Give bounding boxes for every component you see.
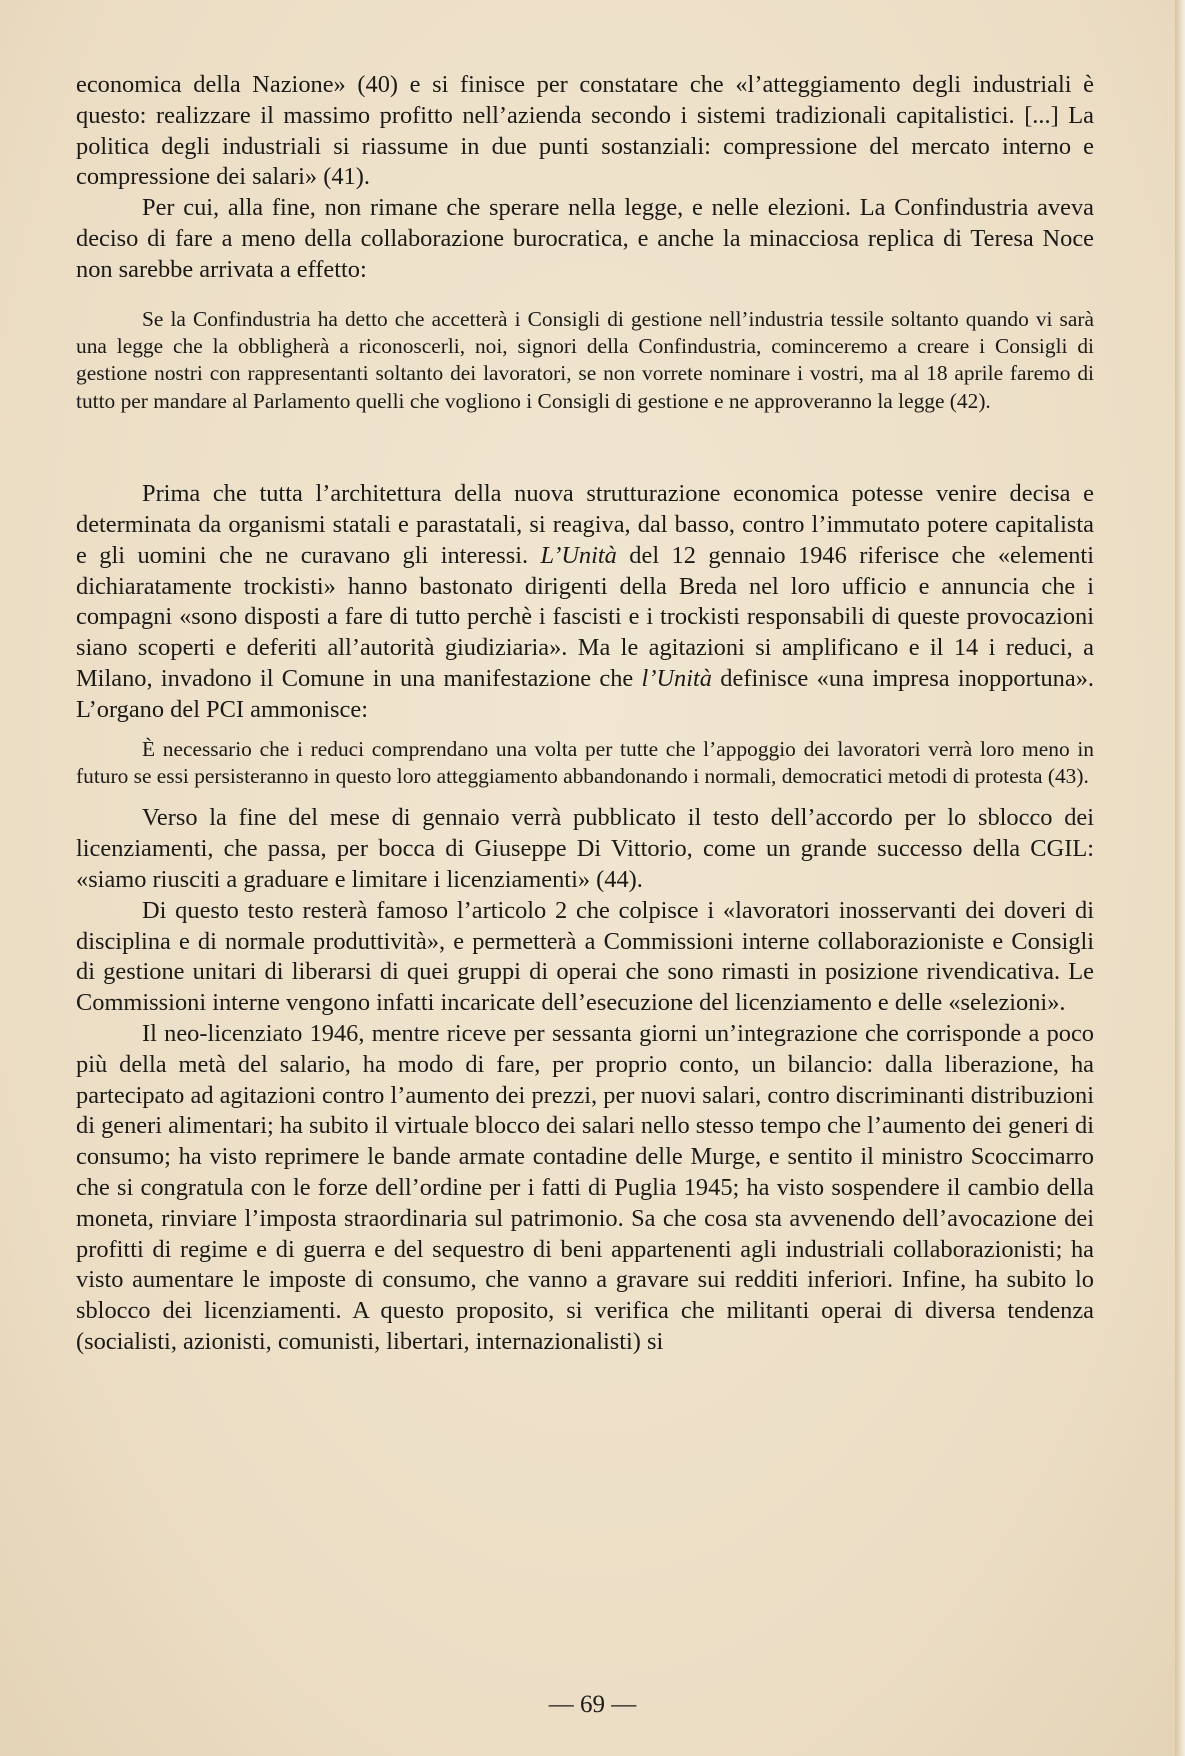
page-spine-shadow [1175,0,1185,1756]
text-run: È necessario che i reduci comprendano una volta per tutte che l’appoggio dei lavoratori verrà loro meno in futuro se essi persisteranno in questo loro atteggiamento abbandonando i normali, democratici metodi di protesta (43). [76,736,1094,788]
page-content [76,70,1094,1358]
paragraph [76,1019,1094,1358]
block-quote [76,306,1094,416]
page-number: — 69 — [548,1691,637,1718]
text-run: Verso la fine del mese di gennaio verrà pubblicato il testo dell’accordo per lo sblocco dei licenziamenti, che passa, per bocca di Giuseppe Di Vittorio, come un grande successo della CGIL: «siamo riusciti a graduare e limitare i licenziamenti» (44). [76,804,1094,893]
block-quote [76,736,1094,791]
text-run: Per cui, alla fine, non rimane che sperare nella legge, e nelle elezioni. La Confindustria aveva deciso di fare a meno della collaborazione burocratica, e anche la minacciosa replica di Teresa Noce non sarebbe arrivata a effetto: [76,194,1094,283]
paragraph [76,896,1094,1019]
italic-text: L’Unità [540,541,617,569]
paragraph [76,70,1094,193]
text-run: Il neo-licenziato 1946, mentre riceve per sessanta giorni un’integrazione che corrisponde a poco più della metà del salario, ha modo di fare, per proprio conto, un bilancio: dalla liberazione, ha partecipato ad agitazioni contro l’aumento dei prezzi, per nuovi salari, contro discriminanti distribuzioni di generi alimentari; ha subito il virtuale blocco dei salari nello stesso tempo che l’aumento dei generi di consumo; ha visto reprimere le bande armate contadine delle Murge, e sentito il ministro Scoccimarro che si congratula con le forze dell’ordine per i fatti di Puglia 1945; ha visto sospendere il cambio della moneta, rinviare l’imposta straordinaria sul patrimonio. Sa che cosa sta avvenendo dell’avocazione dei profitti di regime e di guerra e del sequestro di beni appartenenti agli industriali collaborazionisti; ha visto aumentare le imposte di consumo, che vanno a gravare sui redditi inferiori. Infine, ha subito lo sblocco dei licenziamenti. A questo proposito, si verifica che militanti operai di diversa tendenza (socialisti, azionisti, comunisti, libertari, internazionalisti) si [76,1019,1094,1355]
paragraph [76,479,1094,725]
italic-text: l’Unità [641,664,713,692]
text-run: economica della Nazione» (40) e si finisce per constatare che «l’atteggiamento degli industriali è questo: realizzare il massimo profitto nell’azienda secondo i sistemi tradizionali capitalistici. [...] La politica degli industriali si riassume in due punti sostanziali: compressione del mercato interno e compressione dei salari» (41). [76,71,1094,191]
paragraph [76,803,1094,895]
text-run: del 12 gennaio 1946 riferisce che «elementi dichiaratamente trockisti» hanno bastonato dirigenti della Breda nel loro ufficio e annuncia che i compagni «sono disposti a fare di tutto perchè i fascisti e i trockisti responsabili di queste provocazioni siano scoperti e deferiti all’autorità giudiziaria». Ma le agitazioni si amplificano e il 14 i reduci, a Milano, invadono il Comune in una manifestazione che [76,541,1094,692]
text-run: definisce «una impresa inopportuna». L’organo del PCI ammonisce: [76,664,1094,723]
text-run: Di questo testo resterà famoso l’articolo 2 che colpisce i «lavoratori inosservanti dei doveri di disciplina e di normale produttività», e permetterà a Commissioni interne collaborazioniste e Consigli di gestione unitari di liberarsi di quei gruppi di operai che sono rimasti in posizione rivendicativa. Le Commissioni interne vengono infatti incaricate dell’esecuzione del licenziamento e delle «selezioni». [76,896,1094,1017]
text-run: Prima che tutta l’architettura della nuova strutturazione economica potesse venire decisa e determinata da organismi statali e parastatali, si reagiva, dal basso, contro l’immutato potere capitalista e gli uomini che ne curavano gli interessi. [76,480,1094,569]
text-run: Se la Confindustria ha detto che accetterà i Consigli di gestione nell’industria tessile soltanto quando vi sarà una legge che la obbligherà a riconoscerli, noi, signori della Confindustria, cominceremo a creare i Consigli di gestione nostri con rappresentanti soltanto dei lavoratori, se non vorrete nominare i vostri, ma al 18 aprile faremo di tutto per mandare al Parlamento quelli che vogliono i Consigli di gestione e ne approveranno la legge (42). [76,306,1094,413]
paragraph [76,193,1094,285]
